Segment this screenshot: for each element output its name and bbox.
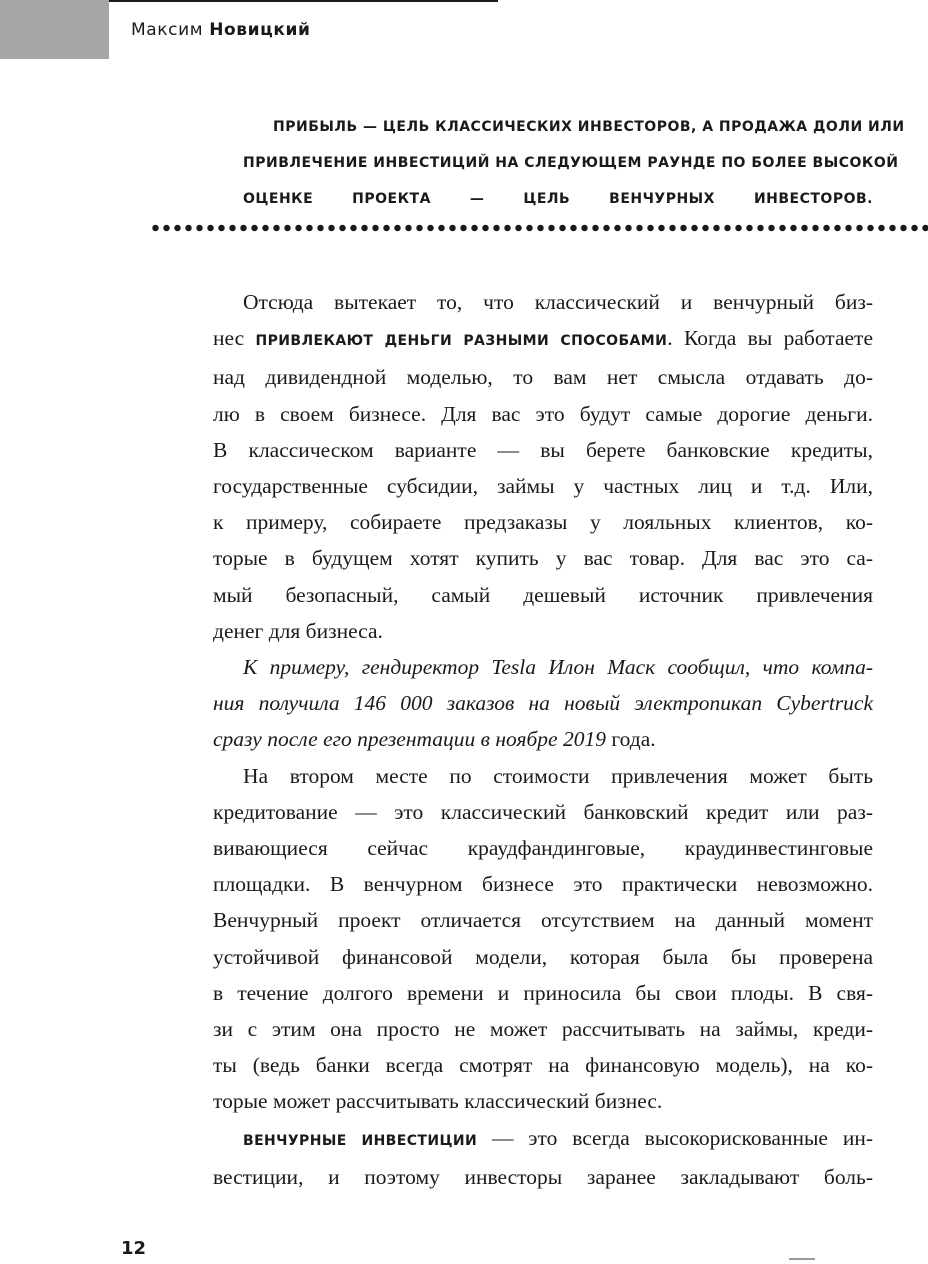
text-run: сразу после его презентации в ноябре 2019	[213, 727, 612, 752]
bold-emphasis: ПРИВЛЕКАЮТ ДЕНЬГИ РАЗНЫМИ СПОСОБАМИ	[255, 333, 668, 350]
text-line: вестиции, и поэтому инвесторы заранее закладывают боль-	[213, 1164, 873, 1189]
text-run: года.	[611, 727, 656, 752]
text-line: в течение долгого времени и приносила бы свои плоды. В свя-	[213, 980, 873, 1005]
callout-line: ПРИБЫЛЬ — ЦЕЛЬ КЛАССИЧЕСКИХ ИНВЕСТОРОВ, А ПРОДАЖА ДОЛИ ИЛИ	[273, 119, 905, 135]
text-line: ния получила 146 000 заказов на новый электропикап Cybertruck	[213, 691, 873, 716]
paragraph-4	[213, 1120, 873, 1195]
text-run: . Когда вы работаете	[667, 326, 873, 351]
text-line: В классическом варианте — вы берете банковские кредиты,	[213, 437, 873, 462]
callout-line: ПРИВЛЕЧЕНИЕ ИНВЕСТИЦИЙ НА СЛЕДУЮЩЕМ РАУНДЕ ПО БОЛЕЕ ВЫСОКОЙ	[243, 155, 899, 171]
paragraph-1	[213, 284, 873, 649]
author-last-name: Новицкий	[209, 20, 311, 40]
text-line: Отсюда вытекает то, что классический и венчурный биз-	[243, 290, 873, 314]
text-run: нес	[213, 326, 256, 351]
author-first-name: Максим	[131, 20, 204, 40]
text-line: устойчивой финансовой модели, которая была бы проверена	[213, 944, 873, 969]
text-line: На втором месте по стоимости привлечения может быть	[243, 763, 873, 788]
text-line: зи с этим она просто не может рассчитывать на займы, креди-	[213, 1017, 873, 1042]
text-line: площадки. В венчурном бизнесе это практически невозможно.	[213, 872, 873, 897]
bold-emphasis: ВЕНЧУРНЫЕ ИНВЕСТИЦИИ	[243, 1132, 478, 1149]
text-line	[213, 320, 873, 359]
dotted-divider	[150, 224, 928, 232]
text-line: ты (ведь банки всегда смотрят на финансовую модель), на ко-	[213, 1053, 873, 1078]
text-line: мый безопасный, самый дешевый источник привлечения	[213, 582, 873, 607]
body-text	[213, 284, 873, 1195]
header-gray-block	[0, 0, 109, 59]
text-line: к примеру, собираете предзаказы у лояльных клиентов, ко-	[213, 510, 873, 535]
text-line: торые может рассчитывать классический бизнес.	[213, 1089, 663, 1114]
text-line: Венчурный проект отличается отсутствием на данный момент	[213, 908, 873, 933]
callout-paragraph	[213, 109, 905, 217]
text-line: вивающиеся сейчас краудфандинговые, краудинвестинговые	[213, 836, 873, 861]
callout-line: ОЦЕНКЕ ПРОЕКТА — ЦЕЛЬ ВЕНЧУРНЫХ ИНВЕСТОРОВ.	[243, 191, 873, 207]
text-line: торые в будущем хотят купить у вас товар. Для вас это са-	[213, 546, 873, 571]
text-line: К примеру, гендиректор Tesla Илон Маск сообщил, что компа-	[243, 655, 873, 680]
header-rule	[109, 0, 498, 2]
text-run: — это всегда высокорискованные ин-	[477, 1125, 873, 1150]
page-number: 12	[121, 1238, 147, 1259]
paragraph-3	[213, 758, 873, 1120]
text-line	[213, 721, 873, 757]
footer-mark	[789, 1258, 815, 1260]
text-line: государственные субсидии, займы у частных лиц и т.д. Или,	[213, 474, 873, 499]
running-head-author	[131, 20, 311, 40]
paragraph-2-example	[213, 649, 873, 758]
highlight-callout	[213, 109, 905, 217]
text-line: кредитование — это классический банковский кредит или раз-	[213, 799, 873, 824]
text-line: над дивидендной моделью, то вам нет смысла отдавать до-	[213, 365, 873, 390]
text-line: денег для бизнеса.	[213, 618, 383, 643]
text-line	[213, 1120, 873, 1159]
text-line: лю в своем бизнесе. Для вас это будут самые дорогие деньги.	[213, 401, 873, 426]
